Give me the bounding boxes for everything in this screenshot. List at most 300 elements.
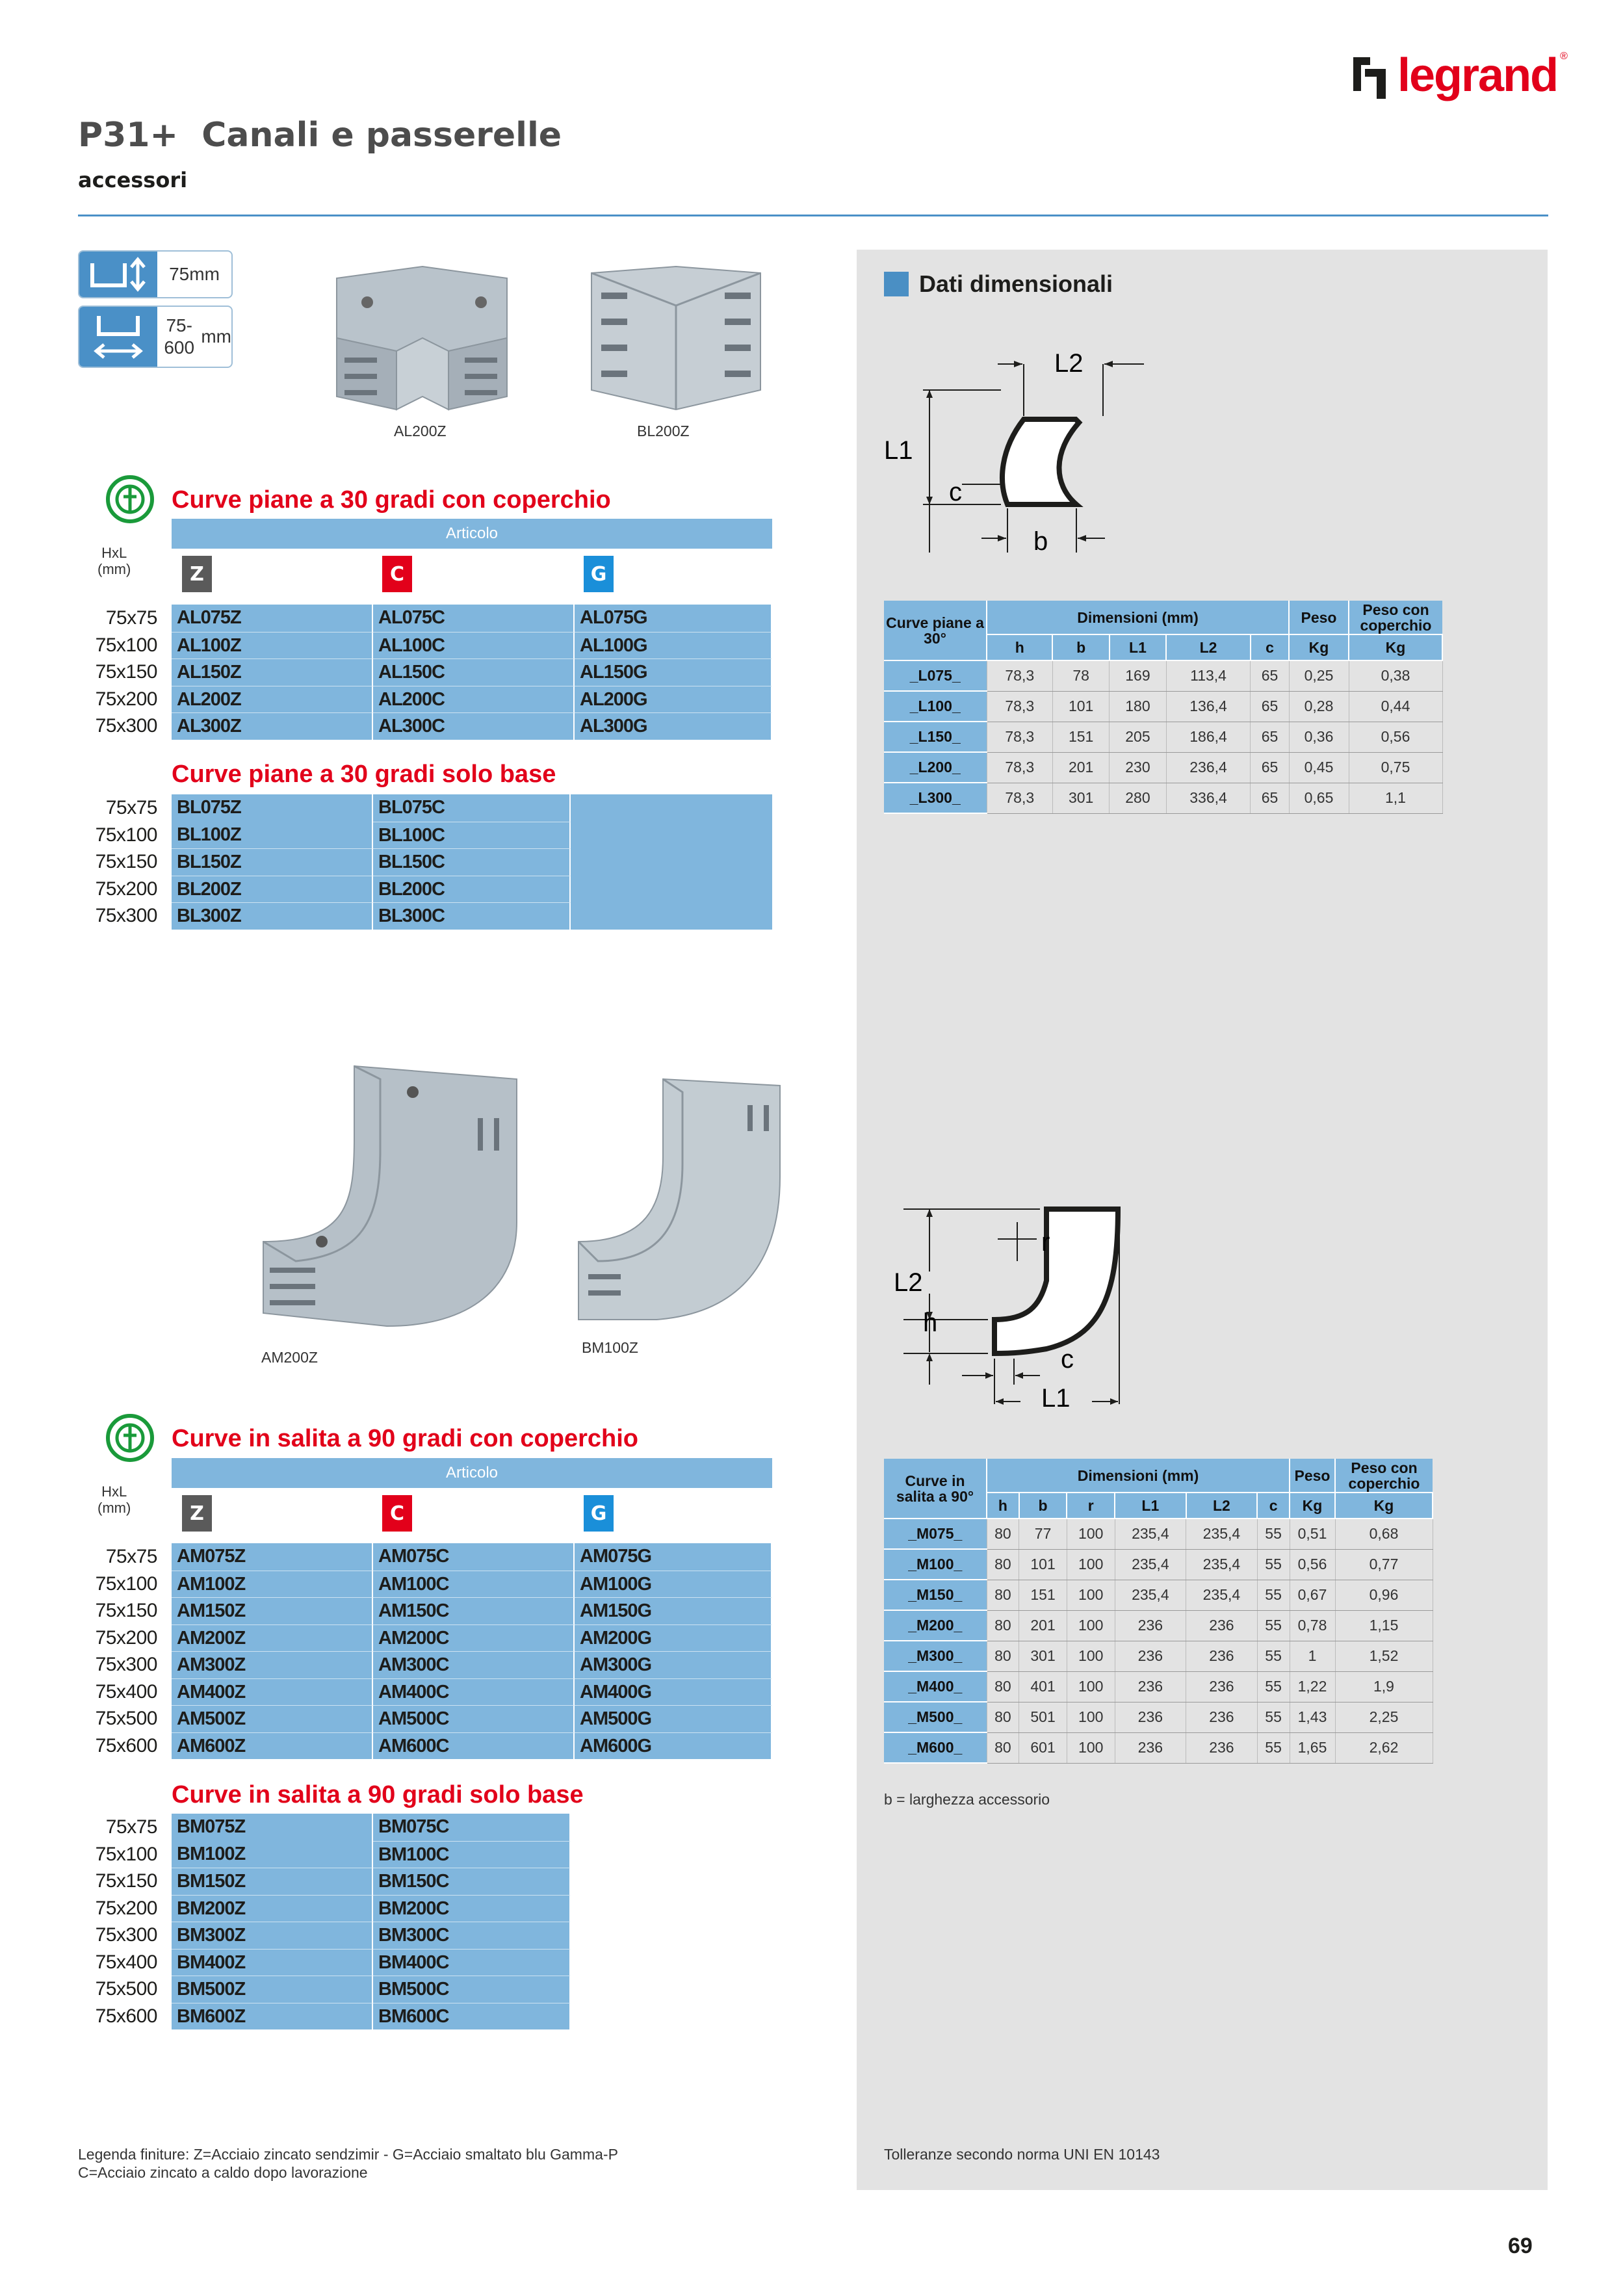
cell: 55	[1257, 1671, 1290, 1702]
col-head: L1	[1115, 1493, 1186, 1519]
article-code: AM300G	[575, 1651, 772, 1678]
cell: 55	[1257, 1702, 1290, 1732]
cell: 78,3	[987, 691, 1052, 722]
table-row	[884, 722, 1442, 752]
cell: 236	[1186, 1732, 1258, 1763]
cell: 236,4	[1166, 752, 1251, 783]
cell: 65	[1251, 783, 1289, 813]
article-code: BL200C	[373, 876, 571, 903]
col-head: c	[1257, 1493, 1290, 1519]
col-head: b	[1019, 1493, 1067, 1519]
size-cell: 75x75	[105, 607, 157, 629]
label-h: h	[923, 1309, 938, 1337]
size-list-4	[78, 1814, 157, 2029]
cell: 301	[1052, 783, 1109, 813]
cell: 1,65	[1290, 1732, 1335, 1763]
article-code: AM150Z	[172, 1597, 373, 1624]
cell: 100	[1067, 1732, 1115, 1763]
finish-legend	[78, 2145, 618, 2182]
cell: 2,25	[1335, 1702, 1433, 1732]
article-code: AL300G	[575, 712, 772, 740]
article-code: AM600C	[373, 1732, 575, 1760]
article-code: AM600G	[575, 1732, 772, 1760]
width-icon	[79, 307, 157, 367]
cell: 0,25	[1289, 660, 1349, 691]
article-code: AM100C	[373, 1571, 575, 1598]
cell: 55	[1257, 1519, 1290, 1549]
finish-c-icon-2: C	[382, 1495, 412, 1532]
size-list-3	[78, 1543, 157, 1759]
cell: 169	[1110, 660, 1166, 691]
col-head: L1	[1110, 634, 1166, 660]
article-code: AL150G	[575, 659, 772, 686]
article-code: AM500Z	[172, 1705, 373, 1732]
t1-body	[884, 660, 1442, 813]
cell: 0,68	[1335, 1519, 1433, 1549]
col-head: c	[1251, 634, 1289, 660]
article-code: BL300C	[373, 902, 571, 930]
row-code: _M150_	[884, 1580, 987, 1610]
cell: 136,4	[1166, 691, 1251, 722]
table-row	[884, 1732, 1433, 1763]
cell: 78,3	[987, 660, 1052, 691]
article-code: BL150Z	[172, 848, 373, 876]
article-code: AL150C	[373, 659, 575, 686]
col-head: b	[1052, 634, 1109, 660]
t2-group: Dimensioni (mm)	[987, 1459, 1290, 1493]
cell: 236	[1186, 1702, 1258, 1732]
code-grid-4	[172, 1814, 571, 2029]
article-code: BM075C	[373, 1814, 571, 1841]
article-code: AM075C	[373, 1543, 575, 1571]
photo-al200z	[318, 254, 533, 416]
cell: 151	[1052, 722, 1109, 752]
table-row	[884, 1702, 1433, 1732]
cell: 601	[1019, 1732, 1067, 1763]
col-head: L2	[1186, 1493, 1258, 1519]
article-code: AM200Z	[172, 1624, 373, 1652]
article-code: AM300Z	[172, 1651, 373, 1678]
cell: 55	[1257, 1549, 1290, 1580]
cell: 55	[1257, 1610, 1290, 1641]
label-l2b: L2	[894, 1268, 923, 1297]
cell: 235,4	[1115, 1519, 1186, 1549]
t1-group: Dimensioni (mm)	[987, 601, 1289, 634]
col-head: h	[987, 634, 1052, 660]
code-grid-2	[172, 794, 772, 930]
size-cell: 75x500	[95, 1708, 157, 1729]
article-code: AL300Z	[172, 712, 373, 740]
cell: 235,4	[1186, 1519, 1258, 1549]
width-note: b = larghezza accessorio	[884, 1791, 1050, 1808]
cell: 65	[1251, 691, 1289, 722]
caption-bm100z: BM100Z	[582, 1339, 638, 1356]
cell: 100	[1067, 1580, 1115, 1610]
size-cell: 75x150	[95, 1600, 157, 1621]
page-title: P31+ Canali e passerelle	[78, 116, 562, 155]
cell: 301	[1019, 1641, 1067, 1671]
article-code: AL300C	[373, 712, 575, 740]
cell: 235,4	[1186, 1580, 1258, 1610]
size-cell: 75x200	[95, 688, 157, 710]
table-row	[884, 1671, 1433, 1702]
t1-rowhead: Curve piane a 30°	[884, 601, 987, 660]
width-value	[157, 307, 231, 367]
caption-bl200z: BL200Z	[637, 423, 690, 439]
article-code: AL200Z	[172, 686, 373, 713]
article-code: AM200C	[373, 1624, 575, 1652]
label-r: r	[1041, 1228, 1050, 1257]
article-code: BM400Z	[172, 1949, 373, 1976]
cell: 80	[987, 1519, 1019, 1549]
row-code: _L300_	[884, 783, 987, 813]
cell: 77	[1019, 1519, 1067, 1549]
label-c2: c	[1061, 1345, 1074, 1374]
article-code: AL100Z	[172, 632, 373, 659]
cell: 2,62	[1335, 1732, 1433, 1763]
page-subtitle: accessori	[78, 168, 188, 192]
quality-mark-icon	[104, 473, 156, 525]
cell: 186,4	[1166, 722, 1251, 752]
size-cell: 75x600	[95, 1734, 157, 1756]
t2-peso: Peso	[1290, 1459, 1335, 1493]
article-code: AM100Z	[172, 1571, 373, 1598]
photo-am200z	[257, 1053, 523, 1346]
cell: 55	[1257, 1732, 1290, 1763]
article-code: BM600C	[373, 2003, 571, 2030]
table-row	[884, 1580, 1433, 1610]
cell: 236	[1186, 1610, 1258, 1641]
finish-c-icon: C	[382, 556, 412, 592]
cell: 236	[1115, 1732, 1186, 1763]
size-cell: 75x400	[95, 1680, 157, 1702]
col-head: r	[1067, 1493, 1115, 1519]
t1-pesocop: Peso con coperchio	[1349, 601, 1442, 634]
table-row	[884, 1519, 1433, 1549]
finish-g-icon: G	[584, 556, 614, 592]
row-code: _L200_	[884, 752, 987, 783]
size-cell: 75x150	[95, 661, 157, 683]
hxl-line2: (mm)	[97, 561, 131, 578]
width-badge	[78, 306, 233, 368]
section-title-am: Curve in salita a 90 gradi con coperchio	[172, 1425, 639, 1452]
dimension-title: Dati dimensionali	[919, 270, 1113, 297]
article-code: BL300Z	[172, 902, 373, 930]
table-row	[884, 783, 1442, 813]
article-code: BM300Z	[172, 1922, 373, 1949]
article-code: AM400G	[575, 1678, 772, 1706]
cell: 0,65	[1289, 783, 1349, 813]
cell: 501	[1019, 1702, 1067, 1732]
article-code: AM400C	[373, 1678, 575, 1706]
cell: 100	[1067, 1549, 1115, 1580]
hxl-line1: HxL	[101, 545, 127, 561]
article-code: BL100C	[373, 822, 571, 849]
legend-line1: Legenda finiture: Z=Acciaio zincato sendzimir - G=Acciaio smaltato blu Gamma-P	[78, 2146, 618, 2163]
size-cell: 75x75	[105, 1816, 157, 1838]
hxl-label-2	[97, 1483, 131, 1517]
article-code: BM400C	[373, 1949, 571, 1976]
t2-pesocop: Peso con coperchio	[1335, 1459, 1433, 1493]
article-code: BM100C	[373, 1841, 571, 1868]
brand-reg: ®	[1560, 51, 1568, 62]
article-code: BM500Z	[172, 1976, 373, 2003]
hxl-label-1	[97, 545, 131, 578]
cell: 78,3	[987, 783, 1052, 813]
cell: 0,78	[1290, 1610, 1335, 1641]
cell: 0,67	[1290, 1580, 1335, 1610]
size-cell: 75x150	[95, 851, 157, 872]
cell: 100	[1067, 1702, 1115, 1732]
row-code: _L075_	[884, 660, 987, 691]
cell: 80	[987, 1671, 1019, 1702]
cell: 80	[987, 1732, 1019, 1763]
cell: 180	[1110, 691, 1166, 722]
cell: 0,77	[1335, 1549, 1433, 1580]
section-marker-icon	[884, 272, 909, 296]
cell: 236	[1115, 1641, 1186, 1671]
code-grid-1	[172, 605, 772, 740]
cell: 78,3	[987, 752, 1052, 783]
label-l1b: L1	[1041, 1384, 1071, 1413]
t1-peso: Peso	[1289, 601, 1349, 634]
size-cell: 75x300	[95, 1924, 157, 1946]
table-row	[884, 691, 1442, 722]
t2-body	[884, 1519, 1433, 1763]
cell: 80	[987, 1580, 1019, 1610]
col-head: Kg	[1349, 634, 1442, 660]
size-cell: 75x150	[95, 1870, 157, 1892]
size-list-1	[78, 605, 157, 740]
article-code: BM500C	[373, 1976, 571, 2003]
table-row	[884, 752, 1442, 783]
article-code: AL200G	[575, 686, 772, 713]
col-head: Kg	[1289, 634, 1349, 660]
cell: 0,36	[1289, 722, 1349, 752]
cell: 0,28	[1289, 691, 1349, 722]
cell: 65	[1251, 722, 1289, 752]
cell: 205	[1110, 722, 1166, 752]
table-row	[884, 1549, 1433, 1580]
article-code: BM075Z	[172, 1814, 373, 1841]
article-code: AL100C	[373, 632, 575, 659]
cell: 0,45	[1289, 752, 1349, 783]
cell: 101	[1052, 691, 1109, 722]
row-code: _L150_	[884, 722, 987, 752]
article-code: BM150C	[373, 1868, 571, 1895]
cell: 1,1	[1349, 783, 1442, 813]
photo-bm100z	[572, 1066, 786, 1339]
code-grid-3	[172, 1543, 772, 1759]
article-code: BL075Z	[172, 794, 373, 822]
cell: 1,15	[1335, 1610, 1433, 1641]
hxl-line2: (mm)	[97, 1500, 131, 1517]
cell: 1,52	[1335, 1641, 1433, 1671]
cell: 100	[1067, 1671, 1115, 1702]
article-code: AM200G	[575, 1624, 772, 1652]
height-value: 75mm	[169, 264, 220, 285]
height-badge	[78, 250, 233, 298]
finish-g-icon-2: G	[584, 1495, 614, 1532]
cell: 78	[1052, 660, 1109, 691]
size-cell: 75x100	[95, 1572, 157, 1595]
article-code: AM075Z	[172, 1543, 373, 1571]
cell: 113,4	[1166, 660, 1251, 691]
cell: 100	[1067, 1610, 1115, 1641]
cell: 80	[987, 1549, 1019, 1580]
legrand-mark-icon	[1351, 52, 1388, 99]
article-code: BM600Z	[172, 2003, 373, 2030]
table-row	[884, 1610, 1433, 1641]
article-code: AL100G	[575, 632, 772, 659]
size-cell: 75x200	[95, 1897, 157, 1919]
col-head: h	[987, 1493, 1019, 1519]
diagram-90deg	[884, 1196, 1157, 1417]
cell: 55	[1257, 1580, 1290, 1610]
articolo-bar-2: Articolo	[172, 1458, 772, 1488]
size-list-2	[78, 794, 157, 930]
cell: 55	[1257, 1641, 1290, 1671]
col-head: Kg	[1290, 1493, 1335, 1519]
caption-al200z: AL200Z	[394, 423, 447, 439]
section-title-bm: Curve in salita a 90 gradi solo base	[172, 1781, 584, 1808]
dimensions-table-90	[884, 1459, 1433, 1764]
cell: 236	[1186, 1641, 1258, 1671]
article-code: AL075Z	[172, 605, 373, 632]
article-code: AL200C	[373, 686, 575, 713]
article-code: BM200C	[373, 1895, 571, 1922]
article-code: BL100Z	[172, 822, 373, 849]
cell: 1	[1290, 1641, 1335, 1671]
article-code: AM500C	[373, 1705, 575, 1732]
size-cell: 75x200	[95, 1626, 157, 1649]
dimensions-table-30	[884, 601, 1443, 814]
size-cell: 75x400	[95, 1951, 157, 1973]
table-row	[884, 1641, 1433, 1671]
size-cell: 75x300	[95, 905, 157, 926]
row-code: _M400_	[884, 1671, 987, 1702]
article-code: BM150Z	[172, 1868, 373, 1895]
cell: 80	[987, 1641, 1019, 1671]
photo-bl200z	[578, 260, 773, 416]
cell: 401	[1019, 1671, 1067, 1702]
size-cell: 75x300	[95, 715, 157, 737]
row-code: _M500_	[884, 1702, 987, 1732]
article-code: AM075G	[575, 1543, 772, 1571]
row-code: _M075_	[884, 1519, 987, 1549]
size-cell: 75x200	[95, 878, 157, 900]
col-head: L2	[1166, 634, 1251, 660]
cell: 1,22	[1290, 1671, 1335, 1702]
header-divider	[78, 215, 1548, 216]
finish-z-icon-2: Z	[182, 1495, 212, 1532]
size-cell: 75x75	[105, 1546, 157, 1567]
width-value-line1: 75-600	[164, 315, 195, 358]
cell: 1,9	[1335, 1671, 1433, 1702]
cell: 65	[1251, 752, 1289, 783]
t2-rowhead: Curve in salita a 90°	[884, 1459, 987, 1519]
label-b: b	[1033, 527, 1048, 556]
page-number: 69	[1508, 2234, 1533, 2258]
articolo-bar-1: Articolo	[172, 519, 772, 549]
cell: 0,44	[1349, 691, 1442, 722]
diagram-30deg	[884, 338, 1144, 572]
size-cell: 75x500	[95, 1978, 157, 2000]
cell: 236	[1115, 1610, 1186, 1641]
row-code: _M200_	[884, 1610, 987, 1641]
size-cell: 75x600	[95, 2005, 157, 2027]
size-cell: 75x100	[95, 1843, 157, 1865]
row-code: _M300_	[884, 1641, 987, 1671]
size-cell: 75x100	[95, 634, 157, 656]
article-code: AM150C	[373, 1597, 575, 1624]
size-cell: 75x100	[95, 824, 157, 846]
section-title-bl: Curve piane a 30 gradi solo base	[172, 761, 556, 788]
cell: 80	[987, 1610, 1019, 1641]
cell: 101	[1019, 1549, 1067, 1580]
article-code: BL200Z	[172, 876, 373, 903]
cell: 336,4	[1166, 783, 1251, 813]
cell: 65	[1251, 660, 1289, 691]
row-code: _L100_	[884, 691, 987, 722]
article-code: AL075G	[575, 605, 772, 632]
article-code: BL150C	[373, 848, 571, 876]
cell: 236	[1186, 1671, 1258, 1702]
cell: 280	[1110, 783, 1166, 813]
article-code: BM100Z	[172, 1841, 373, 1868]
cell: 0,56	[1290, 1549, 1335, 1580]
cell: 236	[1115, 1671, 1186, 1702]
width-value-line2: mm	[201, 326, 231, 347]
cell: 80	[987, 1702, 1019, 1732]
row-code: _M600_	[884, 1732, 987, 1763]
article-code: AL075C	[373, 605, 575, 632]
table-row	[884, 660, 1442, 691]
label-c: c	[949, 478, 962, 506]
col-head: Kg	[1335, 1493, 1433, 1519]
legend-line2: C=Acciaio zincato a caldo dopo lavorazione	[78, 2164, 368, 2181]
cell: 100	[1067, 1641, 1115, 1671]
size-cell: 75x300	[95, 1654, 157, 1675]
label-l2: L2	[1054, 349, 1084, 378]
article-code: AM300C	[373, 1651, 575, 1678]
cell: 100	[1067, 1519, 1115, 1549]
cell: 151	[1019, 1580, 1067, 1610]
size-cell: 75x75	[105, 797, 157, 818]
cell: 0,38	[1349, 660, 1442, 691]
cell: 236	[1115, 1702, 1186, 1732]
cell: 78,3	[987, 722, 1052, 752]
article-code: BL075C	[373, 794, 571, 822]
cell: 230	[1110, 752, 1166, 783]
cell: 0,75	[1349, 752, 1442, 783]
cell: 0,56	[1349, 722, 1442, 752]
section-title-al: Curve piane a 30 gradi con coperchio	[172, 486, 611, 514]
article-code: AM500G	[575, 1705, 772, 1732]
cell: 201	[1052, 752, 1109, 783]
article-code: AM400Z	[172, 1678, 373, 1706]
article-code: AM600Z	[172, 1732, 373, 1760]
row-code: _M100_	[884, 1549, 987, 1580]
cell: 0,96	[1335, 1580, 1433, 1610]
label-l1: L1	[884, 436, 913, 465]
brand-name: legrand	[1397, 49, 1558, 101]
article-code: AL150Z	[172, 659, 373, 686]
cell: 0,51	[1290, 1519, 1335, 1549]
cell: 1,43	[1290, 1702, 1335, 1732]
cell: 201	[1019, 1610, 1067, 1641]
article-code: BM300C	[373, 1922, 571, 1949]
